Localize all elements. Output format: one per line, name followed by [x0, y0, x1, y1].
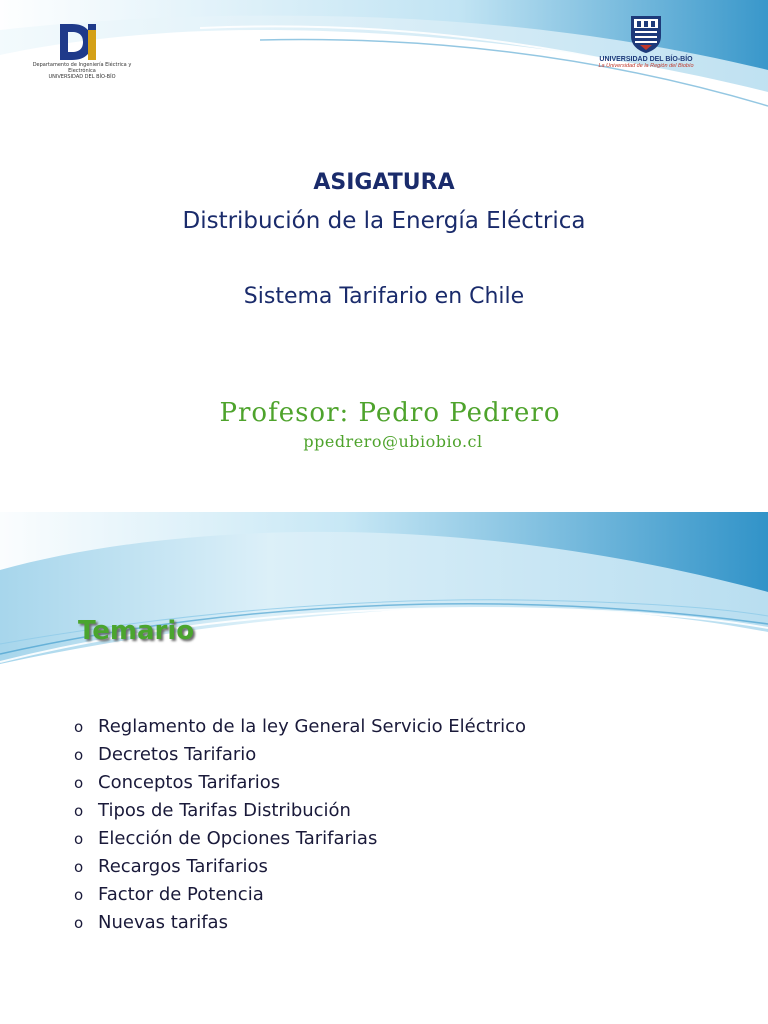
university-logo	[586, 12, 706, 78]
bullet-icon: o	[74, 774, 84, 792]
agenda-item-text: Factor de Potencia	[98, 884, 264, 905]
agenda-item-text: Reglamento de la ley General Servicio Eléctrico	[98, 716, 527, 737]
agenda-item	[74, 716, 526, 744]
agenda-item-text: Elección de Opciones Tarifarias	[98, 828, 378, 849]
department-logo	[22, 18, 140, 80]
professor-name: Profesor: Pedro Pedrero	[219, 398, 561, 428]
agenda-item	[74, 828, 526, 856]
course-label: ASIGATURA	[313, 170, 455, 195]
agenda-slide	[0, 512, 768, 1024]
bullet-icon: o	[74, 830, 84, 848]
di-logo-mark-icon	[58, 20, 98, 64]
bullet-icon: o	[74, 858, 84, 876]
agenda-item-text: Nuevas tarifas	[98, 912, 228, 933]
department-subtitle	[26, 62, 138, 80]
university-name: UNIVERSIDAD DEL BÍO-BÍO	[599, 56, 693, 63]
bullet-icon: o	[74, 718, 84, 736]
university-tagline: La Universidad de la Región del Biobío	[598, 63, 694, 69]
department-university: UNIVERSIDAD DEL BÍO-BÍO	[48, 74, 116, 80]
agenda-item	[74, 800, 526, 828]
bullet-icon: o	[74, 886, 84, 904]
university-shield-icon	[628, 12, 664, 54]
agenda-item	[74, 856, 526, 884]
agenda-item-text: Tipos de Tarifas Distribución	[98, 800, 351, 821]
bullet-icon: o	[74, 746, 84, 764]
agenda-item-text: Recargos Tarifarios	[98, 856, 268, 877]
agenda-item-text: Decretos Tarifario	[98, 744, 257, 765]
professor-email: ppedrero@ubiobio.cl	[303, 432, 483, 451]
agenda-item-text: Conceptos Tarifarios	[98, 772, 281, 793]
bullet-icon: o	[74, 802, 84, 820]
agenda-list	[74, 716, 526, 940]
agenda-item	[74, 772, 526, 800]
slide-topic: Sistema Tarifario en Chile	[243, 284, 525, 309]
course-name: Distribución de la Energía Eléctrica	[182, 208, 586, 234]
agenda-item	[74, 744, 526, 772]
header-wave-decoration	[0, 512, 768, 672]
bullet-icon: o	[74, 914, 84, 932]
agenda-title: Temario	[78, 616, 195, 646]
agenda-item	[74, 912, 526, 940]
department-name: Departamento de Ingeniería Eléctrica y Electrónica	[32, 62, 132, 74]
agenda-item	[74, 884, 526, 912]
